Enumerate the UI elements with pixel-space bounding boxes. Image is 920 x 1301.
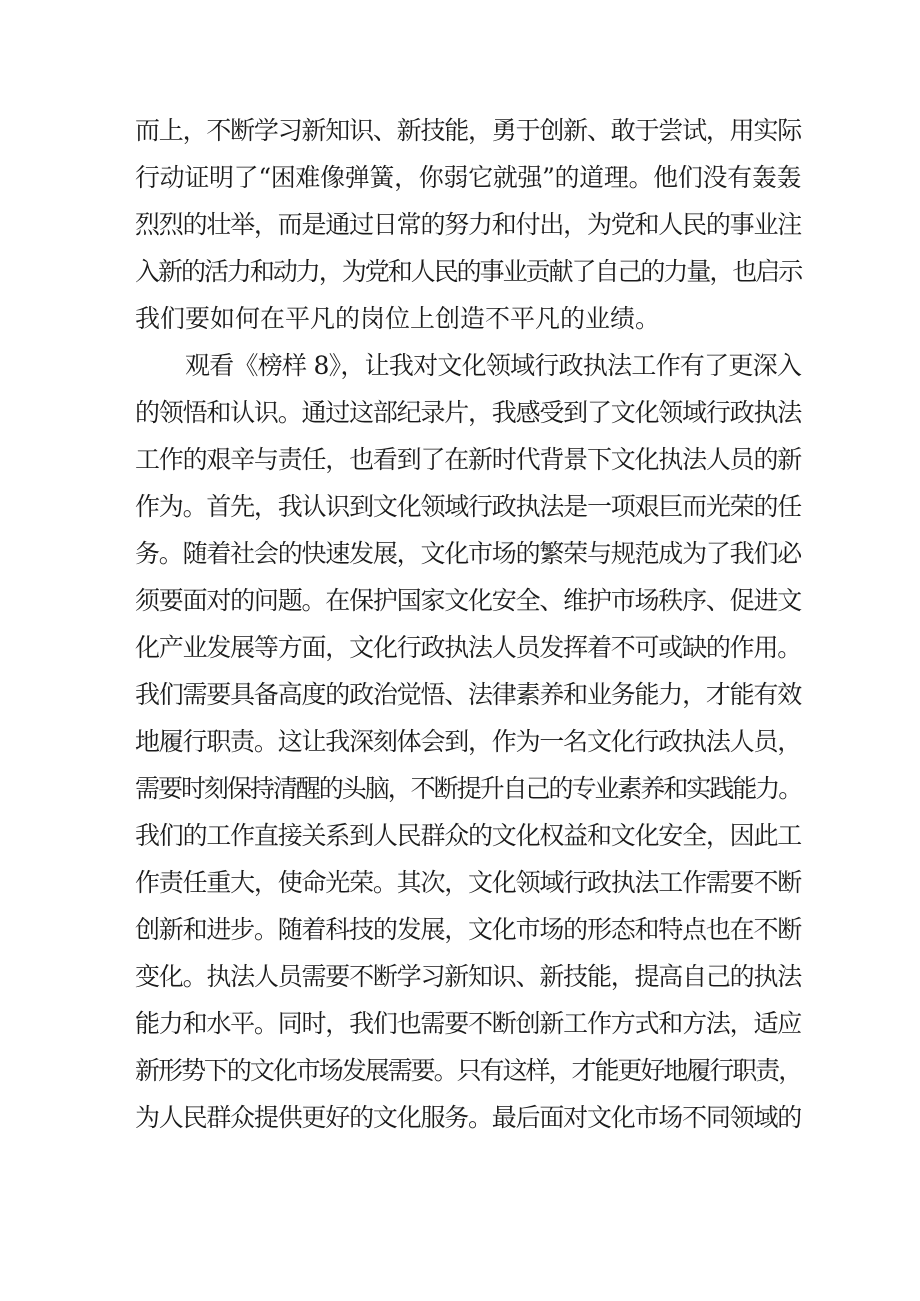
body-text xyxy=(135,107,801,1141)
text-line: 而上，不断学习新知识、新技能，勇于创新、敢于尝试，用实际 xyxy=(135,116,801,145)
text-line: 创新和进步。随着科技的发展，文化市场的形态和特点也在不断 xyxy=(135,915,801,944)
text-line: 工作的艰辛与责任，也看到了在新时代背景下文化执法人员的新 xyxy=(135,445,801,474)
text-line: 我们的工作直接关系到人民群众的文化权益和文化安全，因此工 xyxy=(135,821,801,850)
text-line: 烈烈的壮举，而是通过日常的努力和付出，为党和人民的事业注 xyxy=(135,210,801,239)
text-line: 入新的活力和动力，为党和人民的事业贡献了自己的力量，也启示 xyxy=(135,257,801,286)
text-line: 行动证明了“困难像弹簧，你弱它就强”的道理。他们没有轰轰 xyxy=(135,163,801,192)
text-line: 化产业发展等方面，文化行政执法人员发挥着不可或缺的作用。 xyxy=(135,633,801,662)
text-line: 我们要如何在平凡的岗位上创造不平凡的业绩。 xyxy=(135,304,661,333)
text-line: 务。随着社会的快速发展，文化市场的繁荣与规范成为了我们必 xyxy=(135,539,801,568)
text-line: 作为。首先，我认识到文化领域行政执法是一项艰巨而光荣的任 xyxy=(135,492,801,521)
text-line: 变化。执法人员需要不断学习新知识、新技能，提高自己的执法 xyxy=(135,962,801,991)
text-line: 我们需要具备高度的政治觉悟、法律素养和业务能力，才能有效 xyxy=(135,680,801,709)
text-line: 作责任重大，使命光荣。其次，文化领域行政执法工作需要不断 xyxy=(135,868,801,897)
text-line: 的领悟和认识。通过这部纪录片，我感受到了文化领域行政执法 xyxy=(135,398,801,427)
text-line: 能力和水平。同时，我们也需要不断创新工作方式和方法，适应 xyxy=(135,1009,801,1038)
text-line: 为人民群众提供更好的文化服务。最后面对文化市场不同领域的 xyxy=(135,1103,801,1132)
paragraph-start-line: 观看《榜样 8》，让我对文化领域行政执法工作有了更深入 xyxy=(185,351,802,380)
text-line: 新形势下的文化市场发展需要。只有这样，才能更好地履行职责， xyxy=(135,1056,801,1085)
text-line: 需要时刻保持清醒的头脑，不断提升自己的专业素养和实践能力。 xyxy=(135,774,801,803)
text-line: 须要面对的问题。在保护国家文化安全、维护市场秩序、促进文 xyxy=(135,586,801,615)
text-line: 地履行职责。这让我深刻体会到，作为一名文化行政执法人员， xyxy=(135,727,801,756)
